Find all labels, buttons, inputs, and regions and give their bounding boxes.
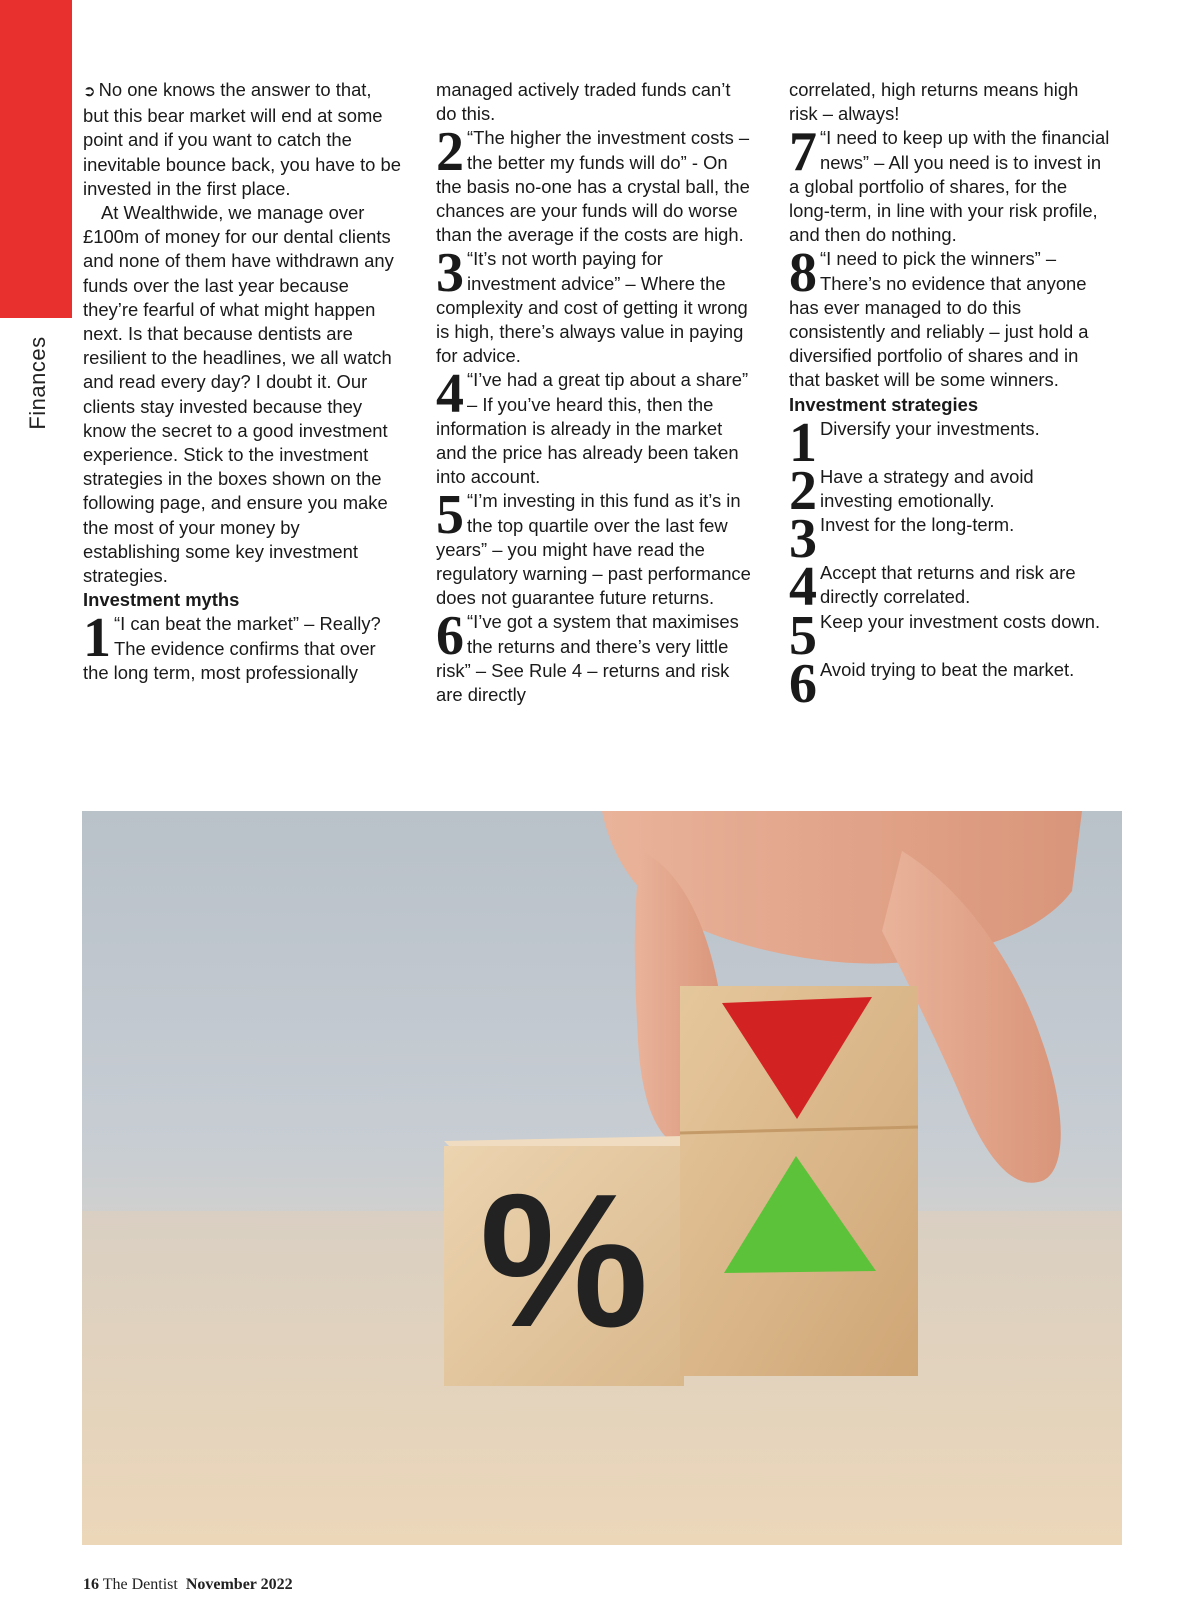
strategy-number: 1 [789,411,817,474]
myth-text: “I need to pick the winners” – There’s no evidence that anyone has ever managed to do this consistently and reliably – just hold a diversified portfolio of shares and in that basket will be some winners. [789,248,1089,391]
myth-text: “The higher the investment costs – the better my funds will do” - On the basis no-one has a crystal ball, the chances are your funds will do worse than the average if the costs are high. [436,127,750,246]
myth-number: 6 [436,605,464,668]
section-label: Finances [25,336,50,430]
myth-text: “I can beat the market” – Really? The evidence confirms that over the long term, most professionally [83,613,381,683]
myth-item-2 [436,121,754,247]
myth-number: 1 [83,607,111,670]
myth-number: 2 [436,121,464,184]
page-number: 16 [83,1576,99,1593]
myth-item-7 [789,121,1111,247]
strategy-number: 2 [789,459,817,522]
strategy-item-6 [789,652,1111,715]
myth-number: 8 [789,242,817,305]
strategy-number: 5 [789,604,817,667]
strategy-item-5 [789,604,1111,667]
column-1 [83,78,401,685]
strategies-heading: Investment strategies [789,393,979,415]
myth-text: “I’ve got a system that maximises the returns and there’s very little risk” – See Rule 4 – returns and risk are directly [436,611,739,706]
percent-symbol: % [479,1155,649,1367]
myth-continued: managed actively traded funds can’t do this. [436,79,731,125]
column-3 [789,78,1111,715]
strategy-text: Keep your investment costs down. [820,610,1101,632]
myth-item-3 [436,242,754,368]
myth-text: “It’s not worth paying for investment advice” – Where the complexity and cost of getting it wrong is high, there’s always value in paying for advice. [436,248,748,367]
myths-heading: Investment myths [83,589,240,611]
strategy-item-1 [789,411,1111,474]
strategy-text: Have a strategy and avoid investing emotionally. [820,465,1034,512]
myth-item-6 [436,605,754,707]
paragraph-intro: ➲ No one knows the answer to that, but this bear market will end at some point and if you want to catch the inevitable bounce back, you have to be invested in the first place. [83,79,401,199]
myth-text: “I’ve had a great tip about a share” – If you’ve heard this, then the information is already in the market and the price has already been taken into account. [436,369,749,488]
strategy-text: Invest for the long-term. [820,514,1015,536]
photo-illustration [82,811,1122,1545]
strategy-item-3 [789,508,1111,571]
myth-number: 7 [789,121,817,184]
paragraph-wealthwide: At Wealthwide, we manage over £100m of money for our dental clients and none of them have withdrawn any funds over the last year because they’re fearful of what might happen next. Is that because dentists are resilient to the headlines, we all watch and read every day? I doubt it. Our clients stay invested because they know the secret to a good investment experience. Stick to the investment strategies in the boxes shown on the following page, and ensure you make the most of your money by establishing some key investment strategies. [83,202,394,587]
continuation-arrow-icon: ➲ [83,83,96,100]
strategy-item-4 [789,556,1111,619]
strategy-text: Accept that returns and risk are directly correlated. [820,562,1076,608]
myth-number: 3 [436,242,464,305]
strategy-number: 3 [789,508,817,571]
strategy-text: Avoid trying to beat the market. [820,658,1075,680]
myth-text: “I’m investing in this fund as it’s in the top quartile over the last few years” – you might have read the regulatory warning – past performance does not guarantee future returns. [436,490,751,609]
myth-number: 4 [436,363,464,426]
strategy-number: 6 [789,652,817,715]
photo-wooden-cubes [82,811,1122,1545]
myth-continued: correlated, high returns means high risk – always! [789,79,1079,125]
myth-item-1 [83,607,401,685]
publication-name: The Dentist [102,1576,178,1593]
myth-text: “I need to keep up with the financial news” – All you need is to invest in a global portfolio of shares, for the long-term, in line with your risk profile, and then do nothing. [789,127,1110,246]
strategy-text: Diversify your investments. [820,417,1040,439]
page-footer [83,1576,293,1594]
strategy-number: 4 [789,556,817,619]
myth-item-5 [436,484,754,610]
section-color-tab [0,0,72,318]
myth-number: 5 [436,484,464,547]
myth-item-8 [789,242,1111,392]
strategy-item-2 [789,459,1111,522]
column-2 [436,78,754,707]
myth-item-4 [436,363,754,489]
issue-date: November 2022 [185,1576,293,1593]
